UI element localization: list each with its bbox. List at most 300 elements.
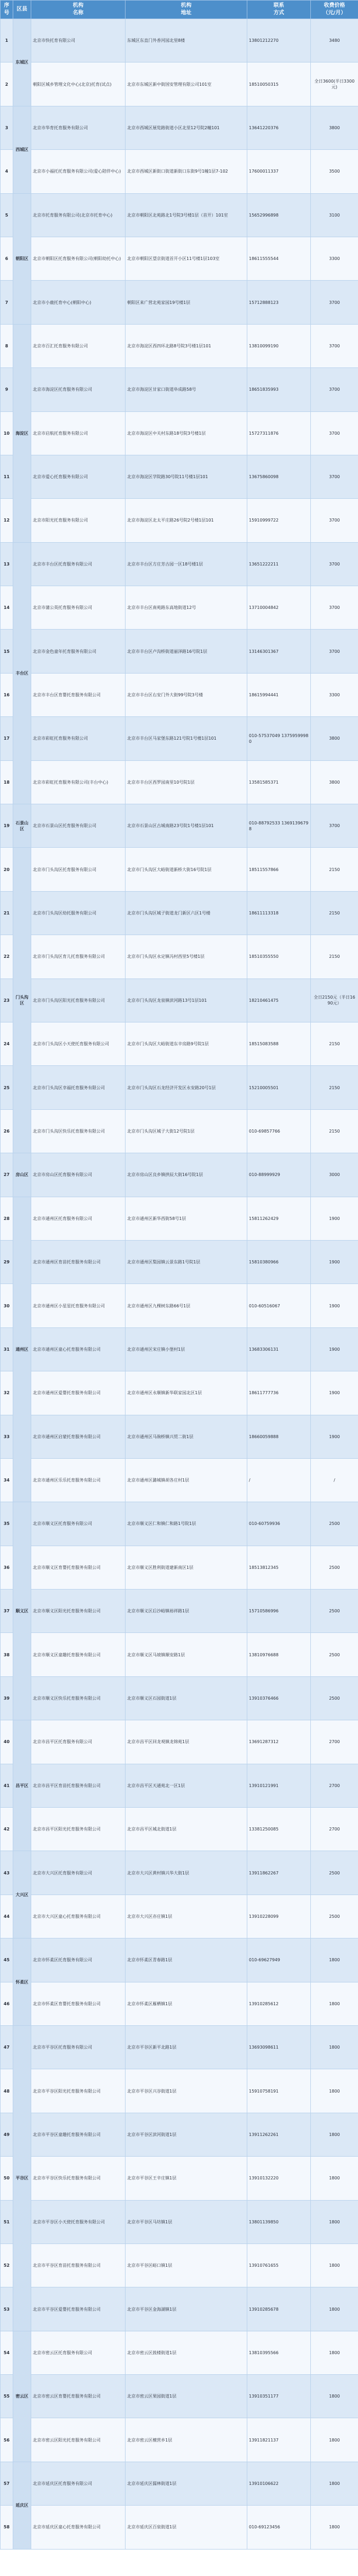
district-cell: 怀柔区 [13, 1938, 31, 2026]
contact-phone: 18510050315 [247, 62, 311, 106]
institution-address: 北京市东城区新中街国安管理有限公司101室 [126, 62, 247, 106]
monthly-fee: 3700 [311, 542, 358, 586]
table-row [1, 1284, 358, 1327]
table-row [1, 1982, 358, 2025]
institution-address: 北京市平谷区滨河街道1层 [126, 2113, 247, 2156]
institution-name: 北京市密云区托育服务有限公司 [31, 2331, 126, 2374]
row-number: 37 [1, 1590, 13, 1633]
row-number: 22 [1, 935, 13, 979]
monthly-fee: 3800 [311, 717, 358, 760]
monthly-fee: 3700 [311, 455, 358, 498]
institution-name: 北京市平谷区童趣托育服务有限公司 [31, 2113, 126, 2156]
institution-name: 北京市顺义区童趣托育服务有限公司 [31, 1633, 126, 1676]
row-number: 2 [1, 62, 13, 106]
institution-address: 北京市房山区良乡镇拱辰大街16号院1层 [126, 1153, 247, 1197]
contact-phone: 15910758191 [247, 2069, 311, 2113]
table-row [1, 2113, 358, 2156]
row-number: 36 [1, 1546, 13, 1589]
institution-name: 北京市通州区爱婴托育服务有限公司 [31, 1371, 126, 1415]
contact-phone: 13581585371 [247, 760, 311, 804]
row-number: 1 [1, 19, 13, 62]
institution-address: 北京市怀柔区雁栖镇1层 [126, 1982, 247, 2025]
monthly-fee: 2500 [311, 1895, 358, 1938]
monthly-fee: 1900 [311, 1327, 358, 1371]
institution-address: 北京市西城区新街口街道新街口东街9号1幢1层7-102 [126, 150, 247, 193]
monthly-fee: 2500 [311, 1502, 358, 1546]
institution-address: 北京市通州区宋庄镇小堡村1层 [126, 1327, 247, 1371]
monthly-fee: 1800 [311, 2462, 358, 2505]
institution-address: 北京市海淀区学院路30号院11号楼1层101 [126, 455, 247, 498]
institution-address: 北京市海淀区西四环北路8号院3号楼1层101 [126, 324, 247, 367]
contact-phone: 13910285678 [247, 2287, 311, 2331]
institution-address: 北京市丰台区卢沟桥街道丽泽路16号院1层 [126, 630, 247, 673]
monthly-fee: 3700 [311, 630, 358, 673]
row-number: 49 [1, 2113, 13, 2156]
monthly-fee: 3700 [311, 281, 358, 324]
row-number: 42 [1, 1808, 13, 1851]
monthly-fee: 1800 [311, 1938, 358, 1982]
table-row [1, 1197, 358, 1240]
row-number: 52 [1, 2243, 13, 2287]
institution-address: 北京市怀柔区青春路1层 [126, 1938, 247, 1982]
institution-name: 北京市海淀区托育服务有限公司 [31, 368, 126, 411]
contact-phone: 13911262261 [247, 2113, 311, 2156]
district-cell: 西城区 [13, 106, 31, 193]
institution-name: 北京市爱心托育服务有限公司 [31, 455, 126, 498]
district-cell: 通州区 [13, 1197, 31, 1502]
monthly-fee: 1800 [311, 2157, 358, 2200]
table-row [1, 1851, 358, 1895]
table-row [1, 2462, 358, 2505]
row-number: 34 [1, 1458, 13, 1502]
institution-name: 北京市百汇托育服务有限公司 [31, 324, 126, 367]
institution-name: 北京市门头沟区幼托服务有限公司 [31, 891, 126, 935]
monthly-fee: 2700 [311, 1764, 358, 1807]
row-number: 38 [1, 1633, 13, 1676]
institution-address: 北京市平谷区马坊镇1层 [126, 2200, 247, 2243]
contact-phone: 13910761655 [247, 2243, 311, 2287]
institution-name: 北京市华育托育服务有限公司 [31, 106, 126, 149]
institution-name: 北京市昌平区阳光托育服务有限公司 [31, 1808, 126, 1851]
row-number: 56 [1, 2418, 13, 2462]
monthly-fee: 1800 [311, 2375, 358, 2418]
institution-name: 北京市石景山区托育服务有限公司 [31, 804, 126, 848]
row-number: 7 [1, 281, 13, 324]
institution-name: 北京市顺义区托育服务有限公司 [31, 1502, 126, 1546]
table-row [1, 455, 358, 498]
contact-phone: 13910132220 [247, 2157, 311, 2200]
contact-phone: 15710586996 [247, 1590, 311, 1633]
monthly-fee: 3700 [311, 368, 358, 411]
institution-address: 北京市丰台区右安门外大街99号院3号楼 [126, 673, 247, 716]
contact-phone: 15811262429 [247, 1197, 311, 1240]
table-row [1, 630, 358, 673]
monthly-fee: 1800 [311, 2069, 358, 2113]
contact-phone: 13910351177 [247, 2375, 311, 2418]
row-number: 45 [1, 1938, 13, 1982]
institution-address: 北京市门头沟区城子街道龙门新区六区1号楼 [126, 891, 247, 935]
institution-name: 北京市门头沟区托育服务有限公司 [31, 848, 126, 891]
institution-address: 北京市顺义区仁和镇仁和路1号院1层 [126, 1502, 247, 1546]
institution-address: 北京市大兴区黄村镇兴华大街1层 [126, 1851, 247, 1895]
row-number: 18 [1, 760, 13, 804]
district-cell: 昌平区 [13, 1720, 31, 1851]
institution-name: 北京市平谷区快乐托育服务有限公司 [31, 2157, 126, 2200]
institution-address: 北京市石景山区古城南路23号院1号楼1层101 [126, 804, 247, 848]
district-cell: 密云区 [13, 2331, 31, 2462]
contact-phone: 17600011337 [247, 150, 311, 193]
institution-name: 北京市朝阳区托育服务有限公司(朝阳幼托中心) [31, 237, 126, 280]
district-cell: 朝阳区 [13, 193, 31, 324]
monthly-fee: 1900 [311, 1284, 358, 1327]
row-number: 27 [1, 1153, 13, 1197]
table-row [1, 542, 358, 586]
contact-phone: 13810395566 [247, 2331, 311, 2374]
institution-name: 北京市丰台区育婴托育服务有限公司 [31, 673, 126, 716]
contact-phone: 13911862267 [247, 1851, 311, 1895]
institution-address: 北京市平谷区新平北路1层 [126, 2025, 247, 2069]
table-row [1, 2287, 358, 2331]
institution-name: 北京市小鹿托育中心(朝阳中心) [31, 281, 126, 324]
table-row [1, 891, 358, 935]
contact-phone: 18513812345 [247, 1546, 311, 1589]
monthly-fee: 2700 [311, 1808, 358, 1851]
monthly-fee: 3800 [311, 106, 358, 149]
table-row [1, 979, 358, 1022]
institution-address: 北京市密云区檀营乡1层 [126, 2418, 247, 2462]
institution-name: 北京市彩虹托育服务有限公司(丰台中心) [31, 760, 126, 804]
table-row [1, 1327, 358, 1371]
table-row [1, 1808, 358, 1851]
institution-name: 北京市金色童年托育服务有限公司 [31, 630, 126, 673]
monthly-fee: 1800 [311, 2418, 358, 2462]
row-number: 3 [1, 106, 13, 149]
institution-address: 北京市海淀区中关村东路18号院3号楼1层 [126, 411, 247, 455]
table-row [1, 368, 358, 411]
institution-address: 北京市密云区鼓楼街道1层 [126, 2331, 247, 2374]
institution-name: 北京市小福托托育服务有限公司(爱心陪伴中心) [31, 150, 126, 193]
contact-phone: 13641220376 [247, 106, 311, 149]
institution-address: 北京市昌平区回龙观镇龙锦苑1层 [126, 1720, 247, 1764]
district-cell: 顺义区 [13, 1502, 31, 1720]
monthly-fee: 1800 [311, 2287, 358, 2331]
table-row [1, 848, 358, 891]
monthly-fee: 1900 [311, 1197, 358, 1240]
contact-phone: 18660059888 [247, 1415, 311, 1458]
institution-name: 北京市通州区启蒙托育服务有限公司 [31, 1415, 126, 1458]
monthly-fee: 1800 [311, 1982, 358, 2025]
monthly-fee: 3000 [311, 1153, 358, 1197]
contact-phone: 010-88792533 13691396798 [247, 804, 311, 848]
contact-phone: 010-60516067 [247, 1284, 311, 1327]
monthly-fee: 3300 [311, 673, 358, 716]
table-row [1, 586, 358, 630]
institution-address: 北京市通州区永顺镇新华联家园北区1层 [126, 1371, 247, 1415]
table-row [1, 1240, 358, 1283]
institution-name: 北京市平谷区爱婴托育服务有限公司 [31, 2287, 126, 2331]
row-number: 51 [1, 2200, 13, 2243]
monthly-fee: 1900 [311, 1240, 358, 1283]
contact-phone: 13910376466 [247, 1676, 311, 1720]
table-row [1, 1633, 358, 1676]
row-number: 33 [1, 1415, 13, 1458]
institution-name: 北京市彩虹托育服务有限公司 [31, 717, 126, 760]
row-number: 55 [1, 2375, 13, 2418]
monthly-fee: 3700 [311, 586, 358, 630]
row-number: 15 [1, 630, 13, 673]
table-row [1, 2200, 358, 2243]
monthly-fee: 2150 [311, 1022, 358, 1065]
table-row [1, 1938, 358, 1982]
monthly-fee: 2150 [311, 1066, 358, 1109]
contact-phone: 18210461475 [247, 979, 311, 1022]
row-number: 50 [1, 2157, 13, 2200]
institution-name: 北京市托育服务有限公司(北京市托育中心) [31, 193, 126, 237]
monthly-fee: 1800 [311, 2200, 358, 2243]
contact-phone: 13651222211 [247, 542, 311, 586]
institution-name: 北京市延庆区托育服务有限公司 [31, 2462, 126, 2505]
institution-name: 北京市门头沟区育儿托育服务有限公司 [31, 935, 126, 979]
row-number: 20 [1, 848, 13, 891]
contact-phone: 18515083588 [247, 1022, 311, 1065]
institution-address: 北京市平谷区王辛庄镇1层 [126, 2157, 247, 2200]
institution-name: 北京市通州区童心托育服务有限公司 [31, 1327, 126, 1371]
row-number: 28 [1, 1197, 13, 1240]
institution-address: 北京市朝阳区北苑路北1号院3号楼1层（首开）101室 [126, 193, 247, 237]
row-number: 11 [1, 455, 13, 498]
contact-phone: 010-88999929 [247, 1153, 311, 1197]
header-address: 机构 地址 [126, 1, 247, 19]
table-row [1, 1502, 358, 1546]
table-row [1, 1371, 358, 1415]
institution-address: 北京市门头沟区永定镇冯村西里5号楼1层 [126, 935, 247, 979]
institution-name: 北京市怀柔区托育服务有限公司 [31, 1938, 126, 1982]
district-cell: 门头沟区 [13, 848, 31, 1153]
contact-phone: 15652996898 [247, 193, 311, 237]
table-row [1, 1066, 358, 1109]
institution-address: 北京市顺义区马坡镇顺安路1层 [126, 1633, 247, 1676]
row-number: 19 [1, 804, 13, 848]
table-row [1, 2418, 358, 2462]
row-number: 26 [1, 1109, 13, 1153]
district-cell: 大兴区 [13, 1851, 31, 1938]
row-number: 17 [1, 717, 13, 760]
contact-phone: 13910285612 [247, 1982, 311, 2025]
table-row [1, 324, 358, 367]
row-number: 29 [1, 1240, 13, 1283]
row-number: 54 [1, 2331, 13, 2374]
institution-address: 北京市丰台区南苑路东高地街道12号 [126, 586, 247, 630]
table-row [1, 1153, 358, 1197]
row-number: 32 [1, 1371, 13, 1415]
institution-address: 北京市门头沟区大峪街道新桥大街16号院1层 [126, 848, 247, 891]
table-row [1, 1764, 358, 1807]
district-cell: 延庆区 [13, 2462, 31, 2549]
table-body [1, 19, 358, 2550]
institution-address: 北京市丰台区马家堡东路121号院1号楼1层101 [126, 717, 247, 760]
table-row [1, 106, 358, 149]
table-row [1, 1022, 358, 1065]
institution-address: 北京市门头沟区城子大街12号院1层 [126, 1109, 247, 1153]
district-cell: 丰台区 [13, 542, 31, 804]
institution-address: 北京市丰台区方庄芳古园一区18号楼1层 [126, 542, 247, 586]
contact-phone: 13675860098 [247, 455, 311, 498]
institution-name: 朝阳区城乡管理文化中心(北京)托育(试点) [31, 62, 126, 106]
row-number: 39 [1, 1676, 13, 1720]
table-row [1, 935, 358, 979]
monthly-fee: 1800 [311, 2113, 358, 2156]
table-row [1, 1895, 358, 1938]
table-header-row [1, 1, 358, 19]
monthly-fee: 1800 [311, 2331, 358, 2374]
institution-name: 北京市通州区托育服务有限公司 [31, 1197, 126, 1240]
row-number: 35 [1, 1502, 13, 1546]
row-number: 16 [1, 673, 13, 716]
institution-address: 朝阳区来广营北苑家园19号楼1层 [126, 281, 247, 324]
institution-name: 北京市昌平区托育服务有限公司 [31, 1720, 126, 1764]
monthly-fee: 2700 [311, 1720, 358, 1764]
institution-name: 北京市密云区育婴托育服务有限公司 [31, 2375, 126, 2418]
row-number: 41 [1, 1764, 13, 1807]
district-cell: 石景山区 [13, 804, 31, 848]
monthly-fee: 1800 [311, 2243, 358, 2287]
monthly-fee: 1900 [311, 1415, 358, 1458]
institution-address: 北京市通州区九棵树东路66号1层 [126, 1284, 247, 1327]
contact-phone: 13910228099 [247, 1895, 311, 1938]
table-row [1, 717, 358, 760]
monthly-fee: 全日2150元（半日1690元） [311, 979, 358, 1022]
monthly-fee: 2500 [311, 1590, 358, 1633]
contact-phone: 010-57537049 13759599980 [247, 717, 311, 760]
monthly-fee: 2500 [311, 1546, 358, 1589]
row-number: 21 [1, 891, 13, 935]
institution-address: 北京市延庆区百泉街道1层 [126, 2506, 247, 2549]
monthly-fee: 2500 [311, 1676, 358, 1720]
table-row [1, 150, 358, 193]
institution-name: 北京市蒲公英托育服务有限公司 [31, 586, 126, 630]
contact-phone: 13801139850 [247, 2200, 311, 2243]
institution-address: 北京市平谷区金海湖镇1层 [126, 2287, 247, 2331]
institution-name: 北京市顺义区快乐托育服务有限公司 [31, 1676, 126, 1720]
row-number: 4 [1, 150, 13, 193]
institution-address: 北京市门头沟区大峪街道东辛房路9号院1层 [126, 1022, 247, 1065]
institution-address: 北京市昌平区天通苑北一区1层 [126, 1764, 247, 1807]
row-number: 23 [1, 979, 13, 1022]
monthly-fee: 3700 [311, 411, 358, 455]
institution-name: 北京市丰台区托育服务有限公司 [31, 542, 126, 586]
contact-phone: 13146301367 [247, 630, 311, 673]
institution-name: 北京市平谷区托育服务有限公司 [31, 2025, 126, 2069]
contact-phone: 010-60759936 [247, 1502, 311, 1546]
table-row [1, 804, 358, 848]
contact-phone: 18511557866 [247, 848, 311, 891]
contact-phone: 15210005501 [247, 1066, 311, 1109]
institution-address: 北京市大兴区亦庄镇1层 [126, 1895, 247, 1938]
table-row [1, 760, 358, 804]
institution-name: 北京市平谷区阳光托育服务有限公司 [31, 2069, 126, 2113]
institution-address: 北京市顺义区石园街道1层 [126, 1676, 247, 1720]
institution-name: 北京市门头沟区幸福托育服务有限公司 [31, 1066, 126, 1109]
row-number: 9 [1, 368, 13, 411]
table-row [1, 673, 358, 716]
contact-phone: 13683306131 [247, 1327, 311, 1371]
institution-name: 北京市平谷区小天使托育服务有限公司 [31, 2200, 126, 2243]
table-row [1, 2506, 358, 2549]
row-number: 13 [1, 542, 13, 586]
monthly-fee: 2150 [311, 848, 358, 891]
contact-phone: 13911821137 [247, 2418, 311, 2462]
row-number: 10 [1, 411, 13, 455]
monthly-fee: 2500 [311, 1633, 358, 1676]
row-number: 12 [1, 499, 13, 542]
institution-name: 北京市昌平区育苗托育服务有限公司 [31, 1764, 126, 1807]
monthly-fee: 3700 [311, 804, 358, 848]
institution-address: 北京市平谷区兴谷街道1层 [126, 2069, 247, 2113]
monthly-fee: 3700 [311, 324, 358, 367]
table-row [1, 62, 358, 106]
monthly-fee: 3480 [311, 19, 358, 62]
contact-phone: 18615994441 [247, 673, 311, 716]
institution-address: 北京市海淀区甘家口街道阜成路58号 [126, 368, 247, 411]
contact-phone: 13693098611 [247, 2025, 311, 2069]
contact-phone: 18611113318 [247, 891, 311, 935]
row-number: 31 [1, 1327, 13, 1371]
contact-phone: 13381250085 [247, 1808, 311, 1851]
contact-phone: 010-69123456 [247, 2506, 311, 2549]
row-number: 40 [1, 1720, 13, 1764]
institution-address: 北京市通州区新华西街58号1层 [126, 1197, 247, 1240]
contact-phone: 010-69857766 [247, 1109, 311, 1153]
monthly-fee: 3100 [311, 193, 358, 237]
monthly-fee: 3500 [311, 150, 358, 193]
row-number: 47 [1, 2025, 13, 2069]
table-row [1, 499, 358, 542]
row-number: 58 [1, 2506, 13, 2549]
contact-phone: 13910106622 [247, 2462, 311, 2505]
table-row [1, 2157, 358, 2200]
table-row [1, 19, 358, 62]
contact-phone: 15727311876 [247, 411, 311, 455]
table-row [1, 1458, 358, 1502]
monthly-fee: 2150 [311, 935, 358, 979]
institution-address: 东城区东直门外香河园北里8楼 [126, 19, 247, 62]
institution-name: 北京市通州区小星星托育服务有限公司 [31, 1284, 126, 1327]
header-price: 收费价格 （元/月） [311, 1, 358, 19]
contact-phone: 13910121991 [247, 1764, 311, 1807]
table-row [1, 237, 358, 280]
contact-phone: 18611555544 [247, 237, 311, 280]
row-number: 5 [1, 193, 13, 237]
institution-name: 北京市大兴区托育服务有限公司 [31, 1851, 126, 1895]
table-row [1, 2243, 358, 2287]
contact-phone: 13801212270 [247, 19, 311, 62]
table-row [1, 1109, 358, 1153]
institution-address: 北京市海淀区北太平庄路26号院2号楼1层101 [126, 499, 247, 542]
institution-address: 北京市丰台区西罗园南里10号院1层 [126, 760, 247, 804]
header-name: 机构 名称 [31, 1, 126, 19]
monthly-fee: 1900 [311, 1371, 358, 1415]
district-cell: 东城区 [13, 19, 31, 106]
institution-name: 北京市密云区阳光托育服务有限公司 [31, 2418, 126, 2462]
table-row [1, 2375, 358, 2418]
contact-phone: 13810099190 [247, 324, 311, 367]
institution-name: 北京市门头沟区小天使托育服务有限公司 [31, 1022, 126, 1065]
institution-name: 北京市怀柔区育婴托育服务有限公司 [31, 1982, 126, 2025]
monthly-fee: 3800 [311, 760, 358, 804]
row-number: 30 [1, 1284, 13, 1327]
table-row [1, 411, 358, 455]
institution-name: 北京市平谷区育苗托育服务有限公司 [31, 2243, 126, 2287]
